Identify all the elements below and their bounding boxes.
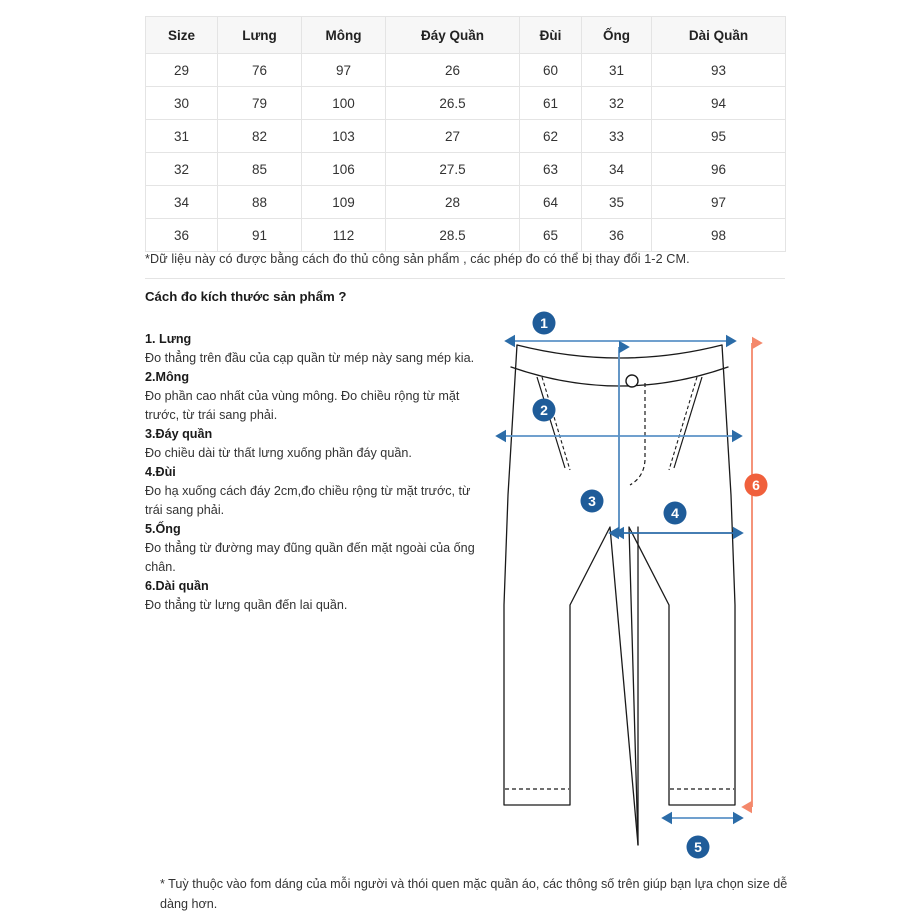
step-label-mong: 2.Mông xyxy=(145,370,190,384)
cell-lung: 79 xyxy=(218,87,302,120)
fly-stitch-line xyxy=(630,383,645,485)
cell-lung: 82 xyxy=(218,120,302,153)
badge-4 xyxy=(664,502,687,525)
cell-ong: 33 xyxy=(582,120,652,153)
measurement-steps-list xyxy=(145,330,475,615)
cell-mong: 106 xyxy=(302,153,386,186)
cell-size: 34 xyxy=(146,186,218,219)
cell-ong: 34 xyxy=(582,153,652,186)
step-label-day-quan: 3.Đáy quần xyxy=(145,427,213,441)
column-header-day-quan: Đáy Quần xyxy=(386,17,520,54)
badge-1 xyxy=(533,312,556,335)
cell-lung: 85 xyxy=(218,153,302,186)
cell-day-quan: 27 xyxy=(386,120,520,153)
step-item-3 xyxy=(145,425,475,463)
column-header-dui: Đùi xyxy=(520,17,582,54)
badge-2 xyxy=(533,399,556,422)
cell-size: 29 xyxy=(146,54,218,87)
left-pocket-seam xyxy=(537,377,565,468)
badge-4-label: 4 xyxy=(671,505,679,521)
cell-dui: 61 xyxy=(520,87,582,120)
column-header-size: Size xyxy=(146,17,218,54)
badge-3 xyxy=(581,490,604,513)
column-header-lung: Lưng xyxy=(218,17,302,54)
step-label-dai-quan: 6.Dài quần xyxy=(145,579,209,593)
step-label-ong: 5.Ống xyxy=(145,522,181,536)
cell-ong: 32 xyxy=(582,87,652,120)
cell-lung: 76 xyxy=(218,54,302,87)
cell-dai-quan: 93 xyxy=(652,54,786,87)
right-pocket-stitch xyxy=(669,377,697,470)
cell-size: 36 xyxy=(146,219,218,252)
section-divider xyxy=(145,278,785,279)
step-desc-ong: Đo thẳng từ đường may đũng quần đến mặt ngoài của ống chân. xyxy=(145,541,475,574)
table-row xyxy=(146,54,786,87)
cell-day-quan: 27.5 xyxy=(386,153,520,186)
badge-5-label: 5 xyxy=(694,839,702,855)
size-table-body xyxy=(146,54,786,252)
table-row xyxy=(146,120,786,153)
cell-mong: 103 xyxy=(302,120,386,153)
size-table-head xyxy=(146,17,786,54)
cell-dai-quan: 94 xyxy=(652,87,786,120)
cell-ong: 31 xyxy=(582,54,652,87)
badge-3-label: 3 xyxy=(588,493,596,509)
cell-dai-quan: 95 xyxy=(652,120,786,153)
waist-button-icon xyxy=(626,375,638,387)
cell-dui: 65 xyxy=(520,219,582,252)
badge-6 xyxy=(745,474,768,497)
table-row xyxy=(146,186,786,219)
cell-mong: 112 xyxy=(302,219,386,252)
step-item-5 xyxy=(145,520,475,577)
cell-dai-quan: 98 xyxy=(652,219,786,252)
cell-day-quan: 26.5 xyxy=(386,87,520,120)
pants-measurement-diagram xyxy=(490,305,790,865)
cell-dui: 64 xyxy=(520,186,582,219)
left-pocket-stitch xyxy=(542,377,570,470)
cell-dai-quan: 96 xyxy=(652,153,786,186)
step-label-lung: 1. Lưng xyxy=(145,332,192,346)
step-desc-dui: Đo hạ xuống cách đáy 2cm,đo chiều rộng từ mặt trước, từ trái sang phải. xyxy=(145,484,471,517)
size-table xyxy=(145,16,786,252)
step-item-1 xyxy=(145,330,475,368)
right-pocket-seam xyxy=(674,377,702,468)
cell-lung: 91 xyxy=(218,219,302,252)
cell-size: 31 xyxy=(146,120,218,153)
size-table-container xyxy=(145,16,785,252)
cell-mong: 109 xyxy=(302,186,386,219)
measurement-disclaimer: *Dữ liệu này có được bằng cách đo thủ công sản phẩm , các phép đo có thể bị thay đổi 1-2 CM. xyxy=(145,252,690,266)
cell-ong: 36 xyxy=(582,219,652,252)
step-desc-dai-quan: Đo thẳng từ lưng quần đến lai quần. xyxy=(145,598,348,612)
cell-day-quan: 28.5 xyxy=(386,219,520,252)
step-item-4 xyxy=(145,463,475,520)
cell-dui: 60 xyxy=(520,54,582,87)
table-row xyxy=(146,87,786,120)
step-label-dui: 4.Đùi xyxy=(145,465,176,479)
footer-disclaimer: * Tuỳ thuộc vào fom dáng của mỗi người và thói quen mặc quần áo, các thông số trên giúp bạn lựa chọn size dễ dàng hơn. xyxy=(160,877,788,911)
step-item-6 xyxy=(145,577,475,615)
column-header-mong: Mông xyxy=(302,17,386,54)
step-desc-lung: Đo thẳng trên đầu của cạp quần từ mép này sang mép kia. xyxy=(145,351,475,365)
badge-1-label: 1 xyxy=(540,315,548,331)
step-desc-mong: Đo phần cao nhất của vùng mông. Đo chiều rộng từ mặt trước, từ trái sang phải. xyxy=(145,389,460,422)
table-row xyxy=(146,219,786,252)
cell-mong: 97 xyxy=(302,54,386,87)
howto-heading: Cách đo kích thước sản phẩm ? xyxy=(145,289,347,304)
column-header-dai-quan: Dài Quần xyxy=(652,17,786,54)
badge-6-label: 6 xyxy=(752,477,760,493)
step-item-2 xyxy=(145,368,475,425)
cell-size: 30 xyxy=(146,87,218,120)
cell-dui: 62 xyxy=(520,120,582,153)
table-row xyxy=(146,153,786,186)
badge-5 xyxy=(687,836,710,859)
cell-dui: 63 xyxy=(520,153,582,186)
cell-mong: 100 xyxy=(302,87,386,120)
column-header-ong: Ống xyxy=(582,17,652,54)
cell-day-quan: 26 xyxy=(386,54,520,87)
cell-day-quan: 28 xyxy=(386,186,520,219)
badge-2-label: 2 xyxy=(540,402,548,418)
cell-ong: 35 xyxy=(582,186,652,219)
cell-lung: 88 xyxy=(218,186,302,219)
cell-size: 32 xyxy=(146,153,218,186)
cell-dai-quan: 97 xyxy=(652,186,786,219)
step-desc-day-quan: Đo chiều dài từ thất lưng xuống phần đáy quần. xyxy=(145,446,412,460)
table-header-row xyxy=(146,17,786,54)
